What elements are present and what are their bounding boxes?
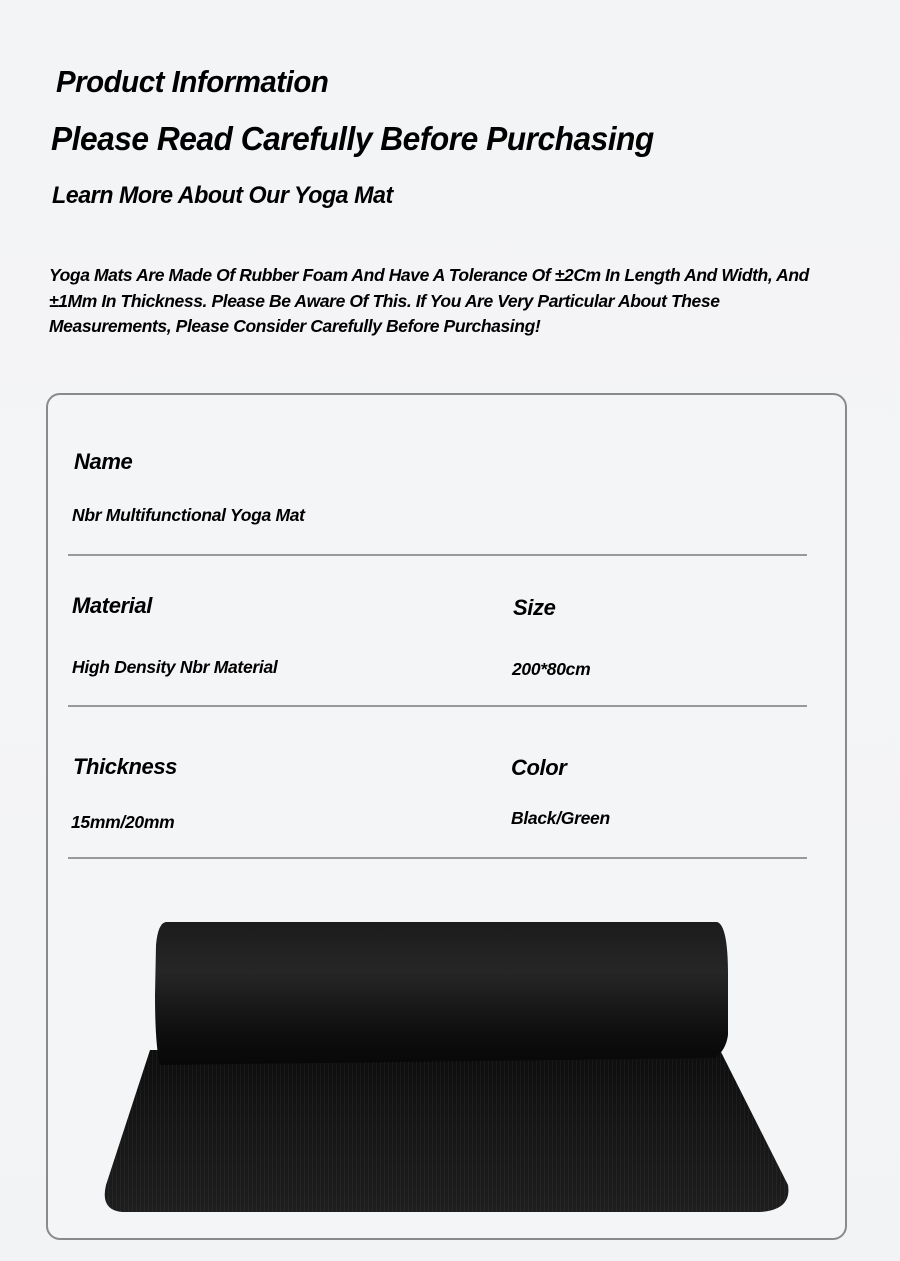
tolerance-notice: Yoga Mats Are Made Of Rubber Foam And Have A Tolerance Of ±2Cm In Length And Width, And ±1Mm In Thickness. Please Be Aware Of This. If You Are Very Particular About These Measurements, Please Consider Carefully Before Purchasing! <box>49 265 809 336</box>
yoga-mat-image <box>100 915 800 1215</box>
spec-thickness-value: 15mm/20mm <box>71 812 175 832</box>
spec-thickness-label: Thickness <box>73 754 178 779</box>
spec-material-value: High Density Nbr Material <box>72 657 278 677</box>
divider <box>68 705 807 707</box>
spec-color-value: Black/Green <box>511 808 610 828</box>
spec-size-label: Size <box>513 595 556 620</box>
divider <box>68 857 807 859</box>
divider <box>68 554 807 556</box>
spec-size-value: 200*80cm <box>512 659 591 679</box>
page-tagline: Learn More About Our Yoga Mat <box>52 182 393 209</box>
spec-name-label: Name <box>74 449 133 474</box>
page-title: Product Information <box>56 64 329 99</box>
page-subtitle: Please Read Carefully Before Purchasing <box>51 120 654 157</box>
spec-name-value: Nbr Multifunctional Yoga Mat <box>72 505 305 525</box>
spec-material-label: Material <box>72 593 152 618</box>
spec-color-label: Color <box>511 755 567 780</box>
